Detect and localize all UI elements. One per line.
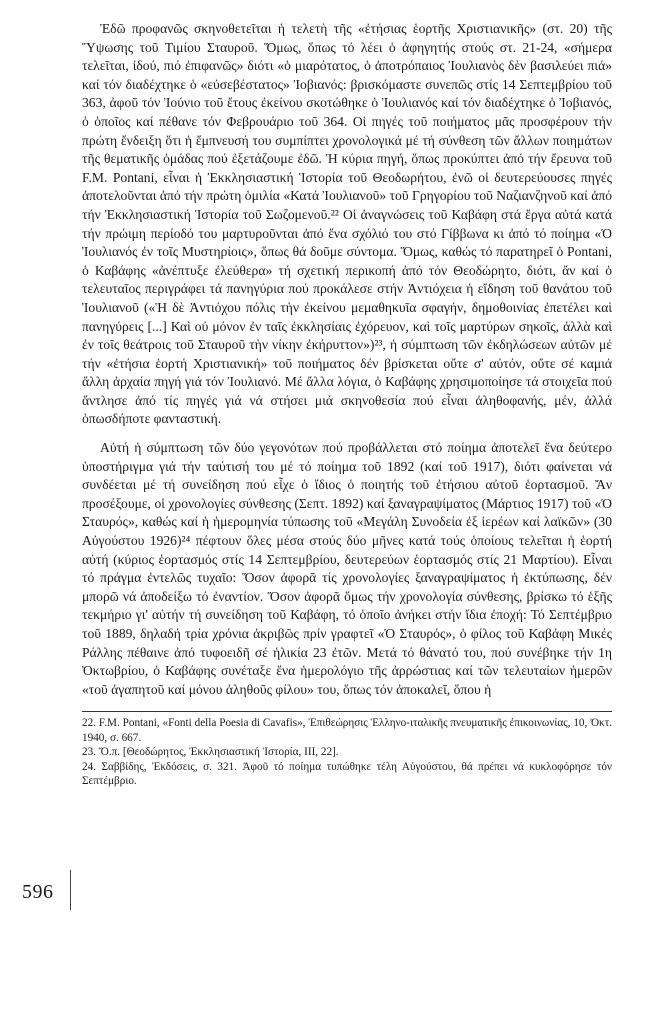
body-paragraph-2: Αὐτή ἡ σύμπτωση τῶν δύο γεγονότων πού προβάλλεται στό ποίημα ἀποτελεῖ ἕνα δεύτερο ὑποστήριγμα γιά τήν ταύτισή του μέ τό ποίημα τοῦ 1892 (καί τοῦ 1917), διότι φαίνεται νά συνδέεται μέ τή συνείδηση πού εἶχε ὁ ἴδιος ὁ ποιητής τοῦ ἐτήσιου αὐτοῦ ἑορτασμοῦ. Ἄν προσέξουμε, οἱ χρονολογίες σύνθεσης (Σεπτ. 1892) καί ξαναγραψίματος (Μάρτιος 1917) τοῦ «Ὁ Σταυρός», καθώς καί ἡ ἡμερομηνία τύπωσης τοῦ «Μεγάλη Συνοδεία ἐξ ἱερέων καί λαϊκῶν» (30 Αὐγούστου 1926)²⁴ πέφτουν ὅλες μέσα στούς δύο μῆνες κατά τούς ὁποίους τελεῖται ἡ ἑορτή αὐτή (κύριος ἑορτασμός στίς 14 Σεπτεμβρίου, δευτερεύων ἑορτασμός στίς 21 Μαρτίου). Εἶναι τό πράγμα ἐντελῶς τυχαῖο: Ὅσον ἀφορᾶ τίς χρονολογίες ξαναγραψίματος ἡ ἐκτύπωσης, δέν μπορῶ νά ἀποδείξω τό ἐναντίον. Ὅσον ἀφορᾶ ὅμως τήν χρονολογία σύνθεσης, βρίσκω τό ἑξῆς τεκμήριο γι' αὐτήν τή συνείδηση τοῦ Καβάφη, τό ὁποῖο ἀνήκει στήν ἴδια ἐποχή: Τό Σεπτέμβριο τοῦ 1889, δηλαδή τρία χρόνια ἀκριβῶς πρίν γραφτεῖ «Ὁ Σταυρός», ὁ φίλος τοῦ Καβάφη Μικές Ράλλης πέθαινε ἀπό τυφοειδῆ σέ ἡλικία 23 ἐτῶν. Μετά τό θάνατό του, πού συνέβηκε τήν 1η Ὀκτωβρίου, ὁ Καβάφης συνέταξε ἕνα ἡμερολόγιο τῆς ἀρρώστιας καί τῶν τελευταίων ἡμερῶν «τοῦ ἀγαπητοῦ καί μόνου ἀληθοῦς φίλου» του, ὅπως τόν ἀποκαλεῖ, ὅπου ἡ xyxy=(82,440,612,697)
footnotes xyxy=(82,716,612,789)
footnote-24: 24. Σαββίδης, Ἐκδόσεις, σ. 321. Ἀφοῦ τό ποίημα τυπώθηκε τέλη Αὐγούστου, θά πρέπει νά κυκλοφόρησε τόν Σεπτέμβριο. xyxy=(82,760,612,788)
page-number: 596 xyxy=(22,881,54,903)
body-paragraph-1: Ἐδῶ προφανῶς σκηνοθετεῖται ἡ τελετὴ τῆς «ἐτήσιας ἑορτῆς Χριστιανικῆς» (στ. 20) τῆς Ὕψωσης τοῦ Τιμίου Σταυροῦ. Ὅμως, ὅπως τό λέει ὁ ἀφηγητής στούς στ. 21-24, «σήμερα τελεῖται, ἰδού, πιό ἐπιφανῶς» διότι «ὁ μιαρότατος, ὁ ἀποτρόπαιος Ἰουλιανὸς δὲν βασιλεύει πιά» καί τόν διαδέχτηκε ὁ «εὐσεβέστατος» Ἰοβιανός: βρισκόμαστε συνεπῶς στίς 14 Σεπτεμβρίου τοῦ 363, ἀφοῦ τόν Ἰούνιο τοῦ ἔτους ἐκείνου σκοτώθηκε ὁ Ἰουλιανός καί τόν διαδέχτηκε ὁ Ἰοβιανός, ὁ ὁποῖος καί πέθανε τόν Φεβρουάριο τοῦ 364. Οἱ πηγές τοῦ ποιήματος μᾶς προσφέρουν τήν πρώτη ἔνδειξη ὅτι ἡ ἔμπνευσή του συμπίπτει χρονολογικά μέ τή σύνθεση τῶν ἄλλων ποιημάτων τῆς θεματικῆς ὁμάδας πού ἐξετάζουμε ἐδῶ. Ἡ κύρια πηγή, ὅπως προκύπτει ἀπό τήν ἔρευνα τοῦ F.M. Pontani, εἶναι ἡ Ἐκκλησιαστική Ἱστορία τοῦ Θεοδωρήτου, ἐνῶ οἱ δευτερεύουσες πηγές ἀποτελοῦνται ἀπό τήν πρώτη ὁμιλία «Κατά Ἰουλιανοῦ» τοῦ Γρηγορίου τοῦ Ναζιανζηνοῦ καί ἀπό τήν Ἐκκλησιαστική Ἱστορία τοῦ Σωζομενοῦ.²² Οἱ ἀναγνώσεις τοῦ Καβάφη στά ἔργα αὐτά κατά τήν πρώιμη περίοδό του μαρτυροῦνται ἀπό ἕνα σχόλιό του στό Γίββωνα κι ἀπό τό ποίημα «Ὁ Ἰουλιανός ἐν τοῖς Μυστηρίοις», ὅπως θά δοῦμε σύντομα. Ὅμως, καθώς τό παρατηρεῖ ὁ Pontani, ὁ Καβάφης «ἀνέπτυξε ἐλεύθερα» τή σχετική περικοπή ἀπό τόν Θεοδώρητο, διότι, ἄν καί ὁ τελευταῖος περιγράφει τά πανηγύρια πού προκάλεσε στήν Ἀντιόχεια ἡ εἴδηση τοῦ θανάτου τοῦ Ἰουλιανοῦ («Ἡ δὲ Ἀντιόχου πόλις τὴν ἐκείνου μεμαθηκυῖα σφαγήν, δημοθοινίας ἐπετέλει καὶ πανηγύρεις [...] Καὶ οὐ μόνον ἐν ταῖς ἐκκλησίαις ἐχόρευον, καὶ τοῖς μαρτύρων σηκοῖς, ἀλλὰ καὶ ἐν τοῖς θεάτροις τοῦ Σταυροῦ τὴν νίκην ἐκήρυττον»)²³, ἡ σύμπτωση τῶν ἐκδηλώσεων αὐτῶν μέ τήν «ἐτήσια ἑορτή Χριστιανική» τοῦ ποιήματος δέν βρίσκεται οὔτε σ' αὐτόν, οὔτε σέ καμιά ἄλλη ἀρχαία πηγή γιά τόν Ἰουλιανό. Μέ ἄλλα λόγια, ὁ Καβάφης χρησιμοποίησε τά στοιχεῖα πού ἄντλησε ἀπό τίς πηγές γιά νά στήσει μιά σκηνοθεσία πού εἶναι ἀληθοφανής, μέν, ἀλλά ὁπωσδήποτε φανταστική. xyxy=(82,21,612,427)
footnote-22: 22. F.M. Pontani, «Fonti della Poesia di Cavafis», Ἐπιθεώρησις Ἑλληνο-ιταλικῆς πνευματικῆς ἐπικοινωνίας, 10, Ὀκτ. 1940, σ. 667. xyxy=(82,717,612,744)
footnote-divider xyxy=(82,711,612,712)
margin-rule xyxy=(70,870,71,910)
footnote-23: 23. Ὅ.π. [Θεοδώρητος, Ἐκκλησιαστική Ἱστορία, III, 22]. xyxy=(82,746,339,759)
page-body xyxy=(82,20,612,789)
